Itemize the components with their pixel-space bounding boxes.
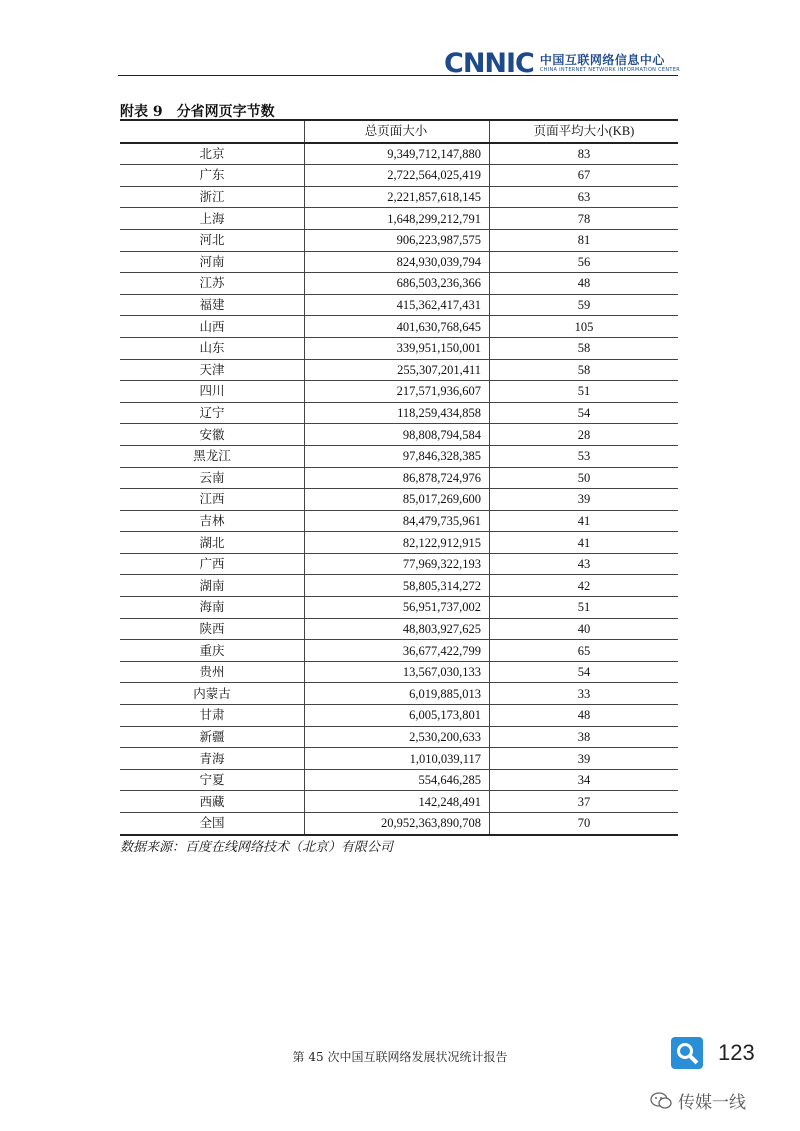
table-row [120,597,678,619]
cell-avg-size: 53 [490,445,679,467]
header-divider [118,75,678,76]
cell-province: 河北 [120,229,305,251]
data-source-note: 数据来源：百度在线网络技术（北京）有限公司 [120,840,394,855]
cell-total-size: 85,017,269,600 [305,489,490,511]
cell-avg-size: 59 [490,294,679,316]
cell-province: 辽宁 [120,402,305,424]
org-name-cn: 中国互联网络信息中心 [539,53,665,67]
cell-avg-size: 65 [490,640,679,662]
cell-province: 黑龙江 [120,445,305,467]
cell-province: 内蒙古 [120,683,305,705]
cell-avg-size: 78 [490,208,679,230]
table-row [120,424,678,446]
table-header-row [120,120,678,143]
cell-avg-size: 63 [490,186,679,208]
column-header-province [120,120,305,143]
table-row [120,294,678,316]
cell-avg-size: 67 [490,165,679,187]
table-row [120,769,678,791]
cell-avg-size: 39 [490,748,679,770]
cell-province: 广东 [120,165,305,187]
cell-total-size: 36,677,422,799 [305,640,490,662]
cell-province: 山西 [120,316,305,338]
cell-avg-size: 34 [490,769,679,791]
cell-province: 西藏 [120,791,305,813]
cell-total-size: 2,722,564,025,419 [305,165,490,187]
cnnic-logo: CNNIC [444,48,534,79]
table-row [120,229,678,251]
cell-avg-size: 83 [490,143,679,165]
table-row [120,618,678,640]
cell-province: 陕西 [120,618,305,640]
cell-avg-size: 70 [490,813,679,835]
cell-total-size: 2,221,857,618,145 [305,186,490,208]
column-header-total-size: 总页面大小 [305,120,490,143]
table-row [120,251,678,273]
cell-total-size: 98,808,794,584 [305,424,490,446]
column-header-avg-size: 页面平均大小(KB) [490,120,679,143]
cell-province: 河南 [120,251,305,273]
table-row [120,489,678,511]
cell-province: 重庆 [120,640,305,662]
cell-total-size: 142,248,491 [305,791,490,813]
cell-province: 全国 [120,813,305,835]
cell-avg-size: 48 [490,273,679,295]
cell-total-size: 6,005,173,801 [305,705,490,727]
cell-total-size: 906,223,987,575 [305,229,490,251]
table-row [120,186,678,208]
table-row [120,143,678,165]
cell-total-size: 2,530,200,633 [305,726,490,748]
magnifier-icon [670,1036,704,1070]
cell-avg-size: 58 [490,337,679,359]
cell-province: 天津 [120,359,305,381]
cell-province: 广西 [120,553,305,575]
table-row [120,510,678,532]
table-row [120,381,678,403]
cell-total-size: 1,648,299,212,791 [305,208,490,230]
cell-province: 浙江 [120,186,305,208]
cell-total-size: 217,571,936,607 [305,381,490,403]
table-row [120,553,678,575]
cell-avg-size: 38 [490,726,679,748]
cell-total-size: 97,846,328,385 [305,445,490,467]
cell-province: 福建 [120,294,305,316]
cell-avg-size: 54 [490,402,679,424]
table-row [120,165,678,187]
cell-total-size: 118,259,434,858 [305,402,490,424]
cell-total-size: 415,362,417,431 [305,294,490,316]
cell-province: 江西 [120,489,305,511]
cell-avg-size: 39 [490,489,679,511]
cell-avg-size: 28 [490,424,679,446]
table-row [120,402,678,424]
table-row [120,813,678,835]
cell-province: 新疆 [120,726,305,748]
cell-total-size: 824,930,039,794 [305,251,490,273]
table-row [120,467,678,489]
cell-total-size: 84,479,735,961 [305,510,490,532]
cell-province: 湖南 [120,575,305,597]
wechat-icon [650,1092,672,1110]
table-row [120,705,678,727]
table-row [120,748,678,770]
cell-total-size: 554,646,285 [305,769,490,791]
page-number: 123 [718,1040,755,1065]
table-row [120,661,678,683]
cell-avg-size: 50 [490,467,679,489]
table-row [120,532,678,554]
cell-province: 贵州 [120,661,305,683]
table-row [120,337,678,359]
cell-total-size: 401,630,768,645 [305,316,490,338]
cell-total-size: 48,803,927,625 [305,618,490,640]
table-row [120,575,678,597]
header-logo [444,50,680,77]
cell-avg-size: 48 [490,705,679,727]
cell-total-size: 13,567,030,133 [305,661,490,683]
cell-avg-size: 51 [490,597,679,619]
cell-province: 北京 [120,143,305,165]
cell-province: 甘肃 [120,705,305,727]
cell-province: 吉林 [120,510,305,532]
cell-avg-size: 105 [490,316,679,338]
table-row [120,208,678,230]
cell-total-size: 339,951,150,001 [305,337,490,359]
table-row [120,640,678,662]
cell-province: 云南 [120,467,305,489]
watermark-text: 传媒一线 [678,1093,746,1113]
cell-avg-size: 56 [490,251,679,273]
cell-province: 上海 [120,208,305,230]
cell-total-size: 9,349,712,147,880 [305,143,490,165]
footer-report-title: 第 45 次中国互联网络发展状况统计报告 [292,1050,508,1064]
cell-province: 四川 [120,381,305,403]
table-row [120,445,678,467]
cell-province: 青海 [120,748,305,770]
province-bytes-table [120,119,678,836]
cell-avg-size: 51 [490,381,679,403]
cell-province: 宁夏 [120,769,305,791]
cell-avg-size: 41 [490,532,679,554]
cell-province: 湖北 [120,532,305,554]
org-name-en: CHINA INTERNET NETWORK INFORMATION CENTER [539,67,680,73]
cell-province: 安徽 [120,424,305,446]
cell-avg-size: 40 [490,618,679,640]
table-row [120,791,678,813]
table-row [120,726,678,748]
cell-avg-size: 43 [490,553,679,575]
cell-avg-size: 42 [490,575,679,597]
cell-total-size: 56,951,737,002 [305,597,490,619]
cell-avg-size: 33 [490,683,679,705]
cell-avg-size: 41 [490,510,679,532]
cell-total-size: 86,878,724,976 [305,467,490,489]
table-row [120,683,678,705]
cell-avg-size: 54 [490,661,679,683]
cell-province: 海南 [120,597,305,619]
watermark [650,1088,746,1113]
cell-total-size: 20,952,363,890,708 [305,813,490,835]
cell-avg-size: 37 [490,791,679,813]
cell-total-size: 77,969,322,193 [305,553,490,575]
cell-total-size: 1,010,039,117 [305,748,490,770]
table-row [120,273,678,295]
cell-province: 江苏 [120,273,305,295]
cell-total-size: 255,307,201,411 [305,359,490,381]
cell-total-size: 58,805,314,272 [305,575,490,597]
cell-total-size: 686,503,236,366 [305,273,490,295]
table-body [120,143,678,835]
table-row [120,359,678,381]
table-row [120,316,678,338]
cell-avg-size: 58 [490,359,679,381]
org-name [540,54,680,73]
cell-total-size: 6,019,885,013 [305,683,490,705]
cell-province: 山东 [120,337,305,359]
cell-avg-size: 81 [490,229,679,251]
table-title: 附表 9 分省网页字节数 [120,104,275,120]
cell-total-size: 82,122,912,915 [305,532,490,554]
